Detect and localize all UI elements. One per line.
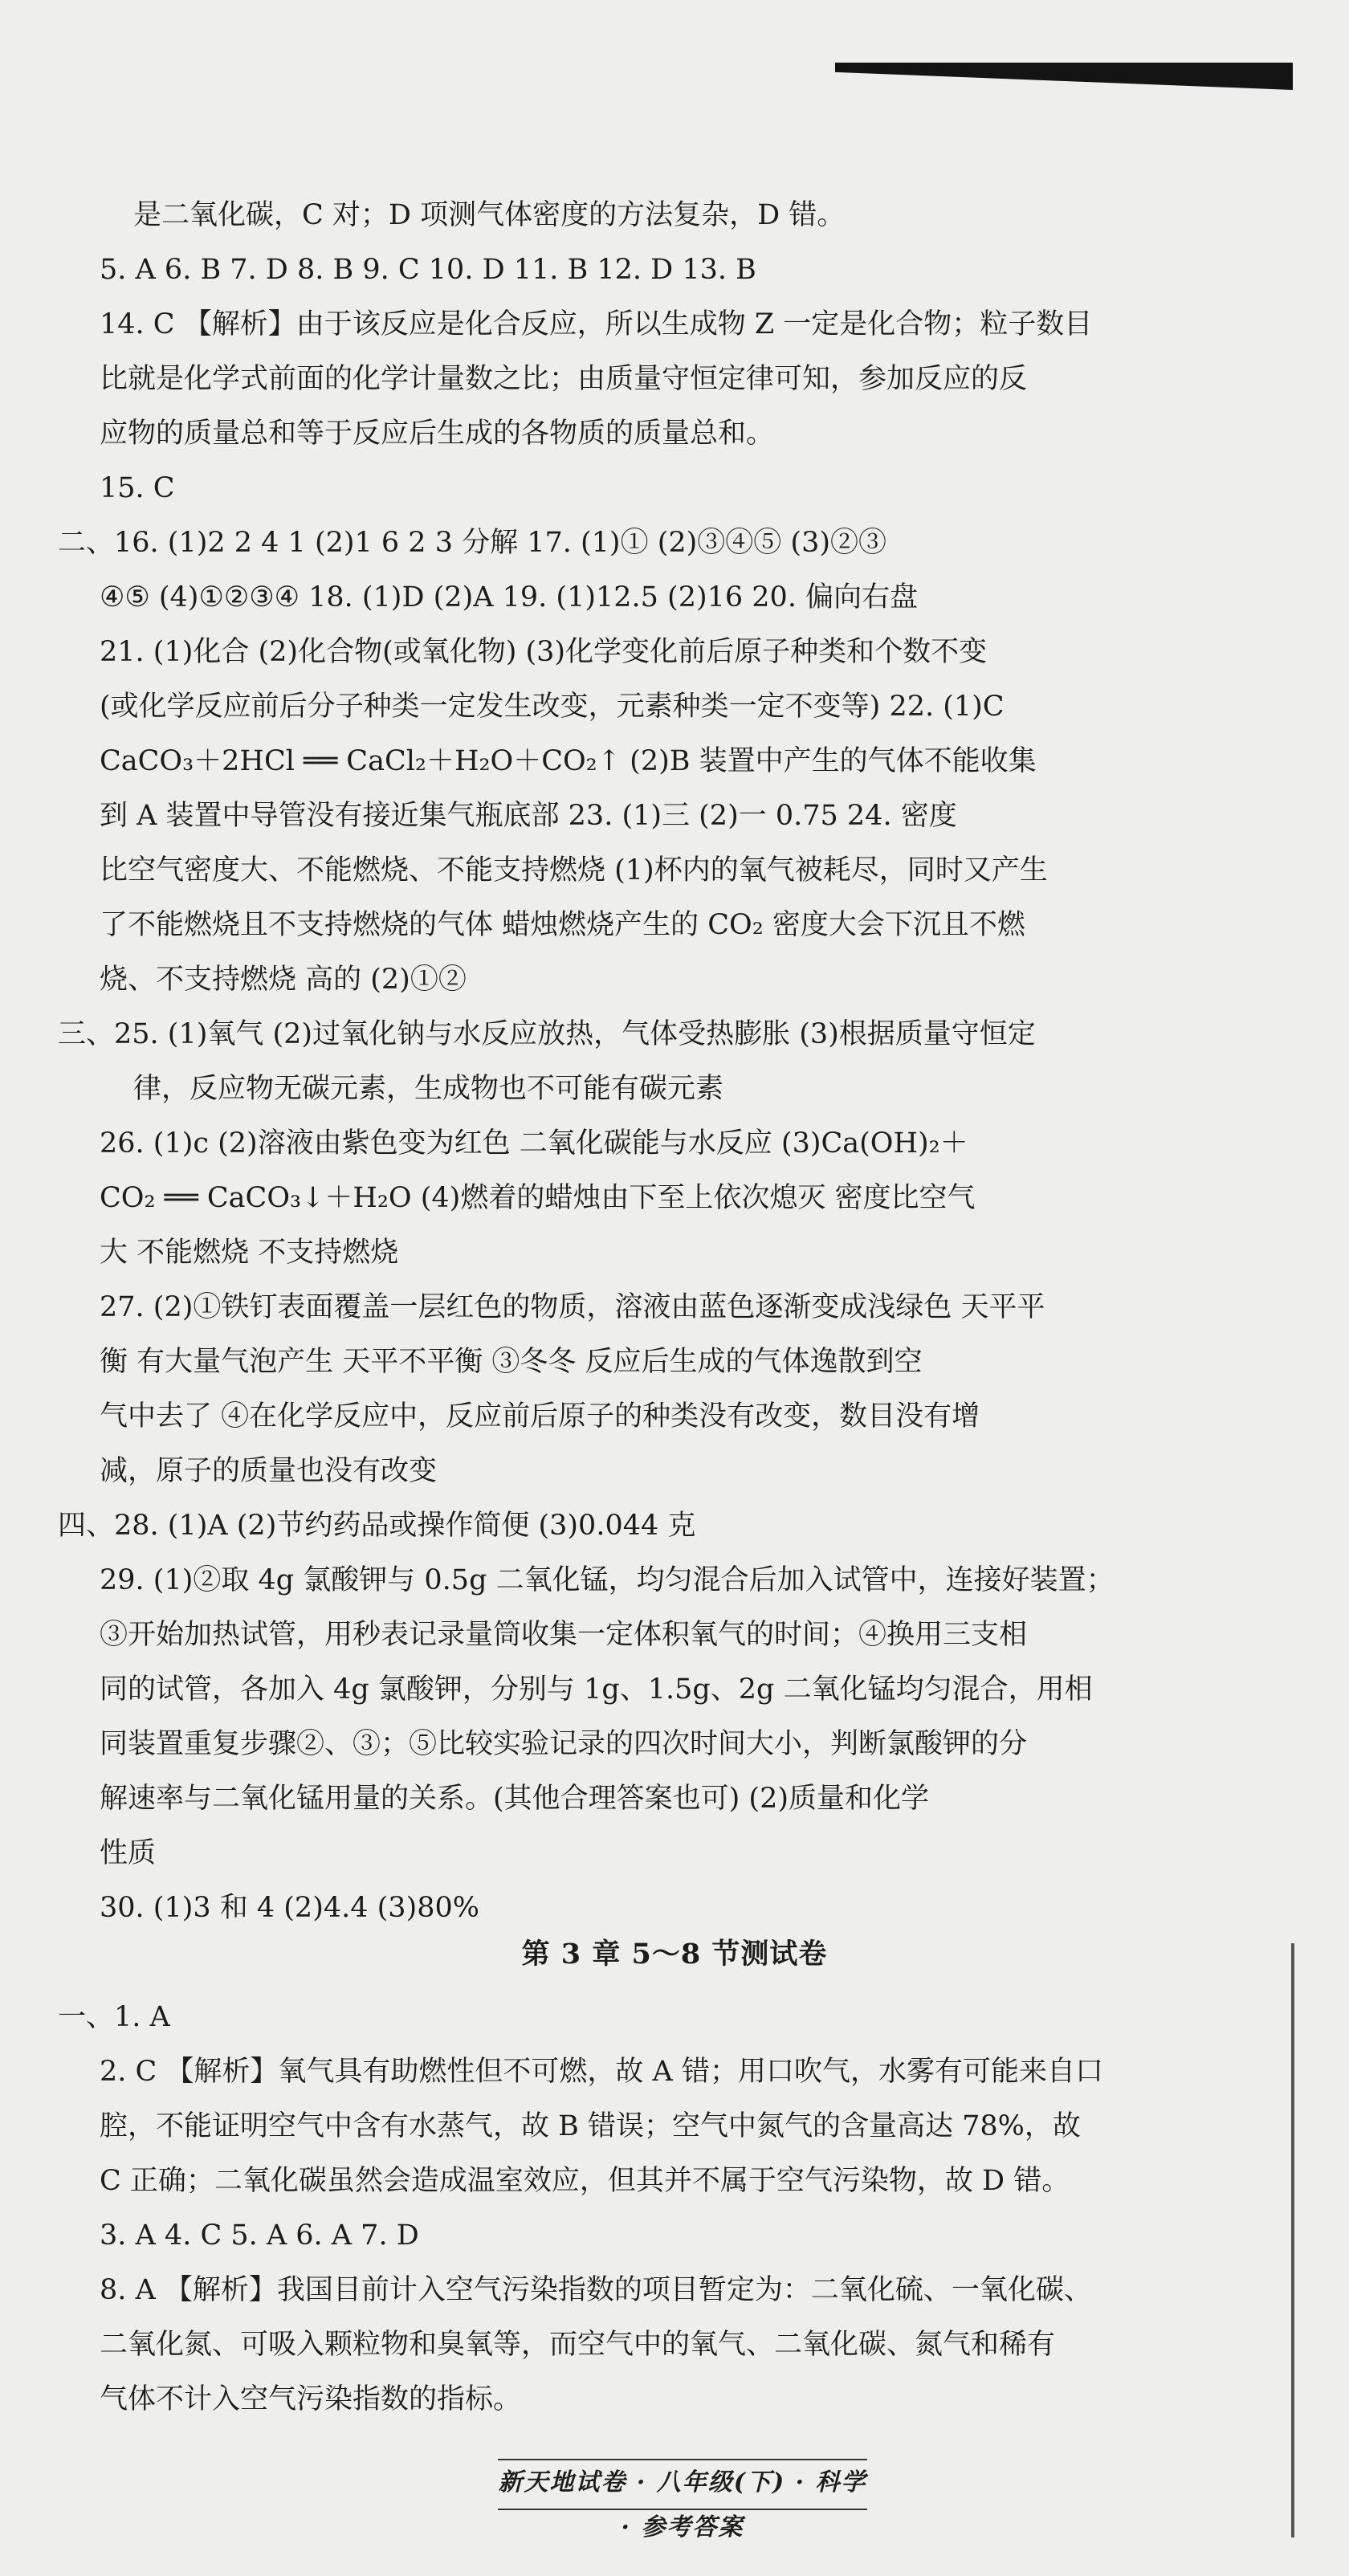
text-line-29: 同装置重复步骤②、③；⑤比较实验记录的四次时间大小，判断氯酸钾的分 xyxy=(100,1728,1028,1760)
text-line-38: 8. A 【解析】我国目前计入空气污染指数的项目暂定为：二氧化硫、一氧化碳、 xyxy=(100,2274,1092,2306)
text-line-36: C 正确；二氧化碳虽然会造成温室效应，但其并不属于空气污染物，故 D 错。 xyxy=(100,2165,1070,2197)
text-line-40: 气体不计入空气污染指数的指标。 xyxy=(100,2383,522,2415)
text-line-32: 30. (1)3 和 4 (2)4.4 (3)80% xyxy=(100,1892,480,1924)
text-line-18: 26. (1)c (2)溶液由紫色变为红色 二氧化碳能与水反应 (3)Ca(OH)₂＋ xyxy=(100,1127,968,1160)
text-line-21: 27. (2)①铁钉表面覆盖一层红色的物质，溶液由蓝色逐渐变成浅绿色 天平平 xyxy=(100,1291,1045,1323)
text-line-23: 气中去了 ④在化学反应中，反应前后原子的种类没有改变，数目没有增 xyxy=(100,1400,980,1433)
text-line-25: 四、28. (1)A (2)节约药品或操作简便 (3)0.044 克 xyxy=(58,1510,696,1542)
text-line-33: 一、1. A xyxy=(58,2001,170,2033)
text-line-26: 29. (1)②取 4g 氯酸钾与 0.5g 二氧化锰，均匀混合后加入试管中，连接好装置； xyxy=(100,1564,1115,1596)
text-line-30: 解速率与二氧化锰用量的关系。(其他合理答案也可) (2)质量和化学 xyxy=(100,1783,930,1815)
text-line-39: 二氧化氮、可吸入颗粒物和臭氧等，而空气中的氧气、二氧化碳、氮气和稀有 xyxy=(100,2329,1056,2361)
page-footer: 新天地试卷 · 八年级(下) · 科学 · 参考答案 xyxy=(498,2459,867,2510)
text-line-7: 二、16. (1)2 2 4 1 (2)1 6 2 3 分解 17. (1)① (2)③④⑤ (3)②③ xyxy=(58,527,886,559)
text-line-19: CO₂ ══ CaCO₃↓＋H₂O (4)燃着的蜡烛由下至上依次熄灭 密度比空气 xyxy=(100,1182,976,1214)
text-line-13: 比空气密度大、不能燃烧、不能支持燃烧 (1)杯内的氧气被耗尽，同时又产生 xyxy=(100,854,1048,887)
text-line-8: ④⑤ (4)①②③④ 18. (1)D (2)A 19. (1)12.5 (2)16 20. 偏向右盘 xyxy=(100,581,919,613)
text-line-2: 5. A 6. B 7. D 8. B 9. C 10. D 11. B 12. D 13. B xyxy=(100,254,756,286)
chapter-title: 第 3 章 5～8 节测试卷 xyxy=(521,1938,828,1971)
text-line-5: 应物的质量总和等于反应后生成的各物质的质量总和。 xyxy=(100,418,775,450)
text-line-37: 3. A 4. C 5. A 6. A 7. D xyxy=(100,2219,419,2252)
text-line-10: (或化学反应前后分子种类一定发生改变，元素种类一定不变等) 22. (1)C xyxy=(100,691,1005,723)
text-line-17: 律，反应物无碳元素，生成物也不可能有碳元素 xyxy=(133,1073,724,1105)
text-line-6: 15. C xyxy=(100,472,175,504)
text-line-9: 21. (1)化合 (2)化合物(或氧化物) (3)化学变化前后原子种类和个数不变 xyxy=(100,636,988,668)
text-line-34: 2. C 【解析】氧气具有助燃性但不可燃，故 A 错；用口吹气，水雾有可能来自口 xyxy=(100,2056,1103,2088)
text-line-35: 腔，不能证明空气中含有水蒸气，故 B 错误；空气中氮气的含量高达 78%，故 xyxy=(100,2110,1081,2142)
text-line-24: 减，原子的质量也没有改变 xyxy=(100,1455,438,1487)
text-line-11: CaCO₃＋2HCl ══ CaCl₂＋H₂O＋CO₂↑ (2)B 装置中产生的气体不能收集 xyxy=(100,745,1037,777)
text-line-31: 性质 xyxy=(100,1837,157,1869)
text-line-1: 是二氧化碳，C 对；D 项测气体密度的方法复杂，D 错。 xyxy=(133,199,846,231)
text-line-3: 14. C 【解析】由于该反应是化合反应，所以生成物 Z 一定是化合物；粒子数目 xyxy=(100,308,1093,340)
text-line-22: 衡 有大量气泡产生 天平不平衡 ③冬冬 反应后生成的气体逸散到空 xyxy=(100,1346,923,1378)
text-line-12: 到 A 装置中导管没有接近集气瓶底部 23. (1)三 (2)一 0.75 24. 密度 xyxy=(100,800,957,832)
text-line-27: ③开始加热试管，用秒表记录量筒收集一定体积氧气的时间；④换用三支相 xyxy=(100,1619,1028,1651)
text-line-4: 比就是化学式前面的化学计量数之比；由质量守恒定律可知，参加反应的反 xyxy=(100,363,1028,395)
text-line-14: 了不能燃烧且不支持燃烧的气体 蜡烛燃烧产生的 CO₂ 密度大会下沉且不燃 xyxy=(100,909,1025,941)
text-line-15: 烧、不支持燃烧 高的 (2)①② xyxy=(100,964,467,996)
text-line-28: 同的试管，各加入 4g 氯酸钾，分别与 1g、1.5g、2g 二氧化锰均匀混合，用相 xyxy=(100,1673,1093,1706)
text-line-16: 三、25. (1)氧气 (2)过氧化钠与水反应放热，气体受热膨胀 (3)根据质量守恒定 xyxy=(58,1018,1036,1050)
text-line-20: 大 不能燃烧 不支持燃烧 xyxy=(100,1237,399,1269)
